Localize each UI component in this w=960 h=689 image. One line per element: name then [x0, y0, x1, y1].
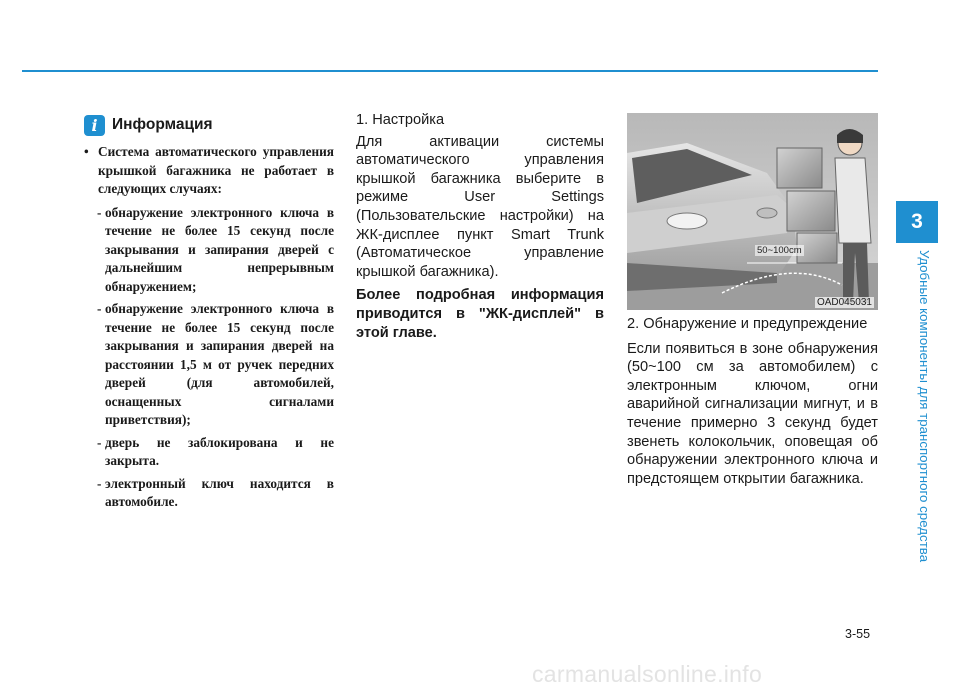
info-header — [84, 114, 334, 136]
info-bullet-text: Система автоматического управления крышкой багажника не работает в следующих случаях: — [98, 144, 334, 196]
chapter-title: Удобные компоненты для транспортного средства — [917, 250, 932, 563]
info-box — [84, 114, 334, 516]
page-number: 3-55 — [845, 627, 871, 641]
info-icon: i — [84, 115, 105, 136]
smart-trunk-illustration — [627, 113, 878, 310]
section-settings-body: Для активации системы автоматического управления крышкой багажника выберите в режиме User Settings (Пользовательские настройки) на ЖК-дисплее пункт Smart Trunk (Автоматическое управление крышкой багажника). — [356, 133, 604, 280]
bullet-dot-icon: • — [84, 144, 89, 159]
section-detection-body: Если появиться в зоне обнаружения (50~100 см за автомобилем) с электронным ключом, огни аварийной сигнализации мигнут, и в течение примерно 3 секунд будет звенеть колокольчик, оповещая об обнаружении электронного ключа и предстоящем открытии багажника. — [627, 340, 878, 487]
section-detection — [627, 315, 878, 488]
chapter-tab: 3 — [896, 201, 938, 243]
list-item-text: обнаружение электронного ключа в течение не более 15 секунд после закрывания и запирания дверей на расстоянии 1,5 м от ручек передних дверей (для автомобилей, оснащенных сигналами приветствия); — [105, 301, 334, 427]
list-item-text: электронный ключ находится в автомобиле. — [105, 475, 334, 509]
list-item: - дверь не заблокирована и не закрыта. — [97, 434, 334, 468]
info-bullet — [84, 143, 334, 199]
section-detection-heading: 2. Обнаружение и предупреждение — [627, 316, 868, 332]
list-item: - электронный ключ находится в автомобиле. — [97, 475, 334, 509]
info-title: Информация — [112, 116, 213, 133]
list-item: - обнаружение электронного ключа в течение не более 15 секунд после закрывания и запирания дверей с дальнейшим непрерывным обнаружением; — [97, 204, 334, 294]
list-item-text: дверь не заблокирована и не закрыта. — [105, 434, 334, 468]
section-settings-note: Более подробная информация приводится в "ЖК-дисплей" в этой главе. — [356, 287, 604, 341]
section-settings — [356, 111, 604, 342]
list-item-text: обнаружение электронного ключа в течение не более 15 секунд после закрывания и запирания дверей с дальнейшим непрерывным обнаружением; — [105, 204, 334, 294]
figure-code: OAD045031 — [816, 297, 872, 308]
watermark: carmanualsonline.info — [532, 661, 763, 687]
section-settings-heading: 1. Настройка — [356, 112, 445, 128]
info-conditions-list — [84, 204, 334, 512]
distance-label: 50~100cm — [757, 245, 802, 256]
list-item: - обнаружение электронного ключа в течение не более 15 секунд после закрывания и запирания дверей на расстоянии 1,5 м от ручек передних дверей (для автомобилей, оснащенных сигналами приветствия); — [97, 301, 334, 427]
car-rear-illustration — [627, 113, 878, 310]
top-rule — [22, 70, 878, 72]
